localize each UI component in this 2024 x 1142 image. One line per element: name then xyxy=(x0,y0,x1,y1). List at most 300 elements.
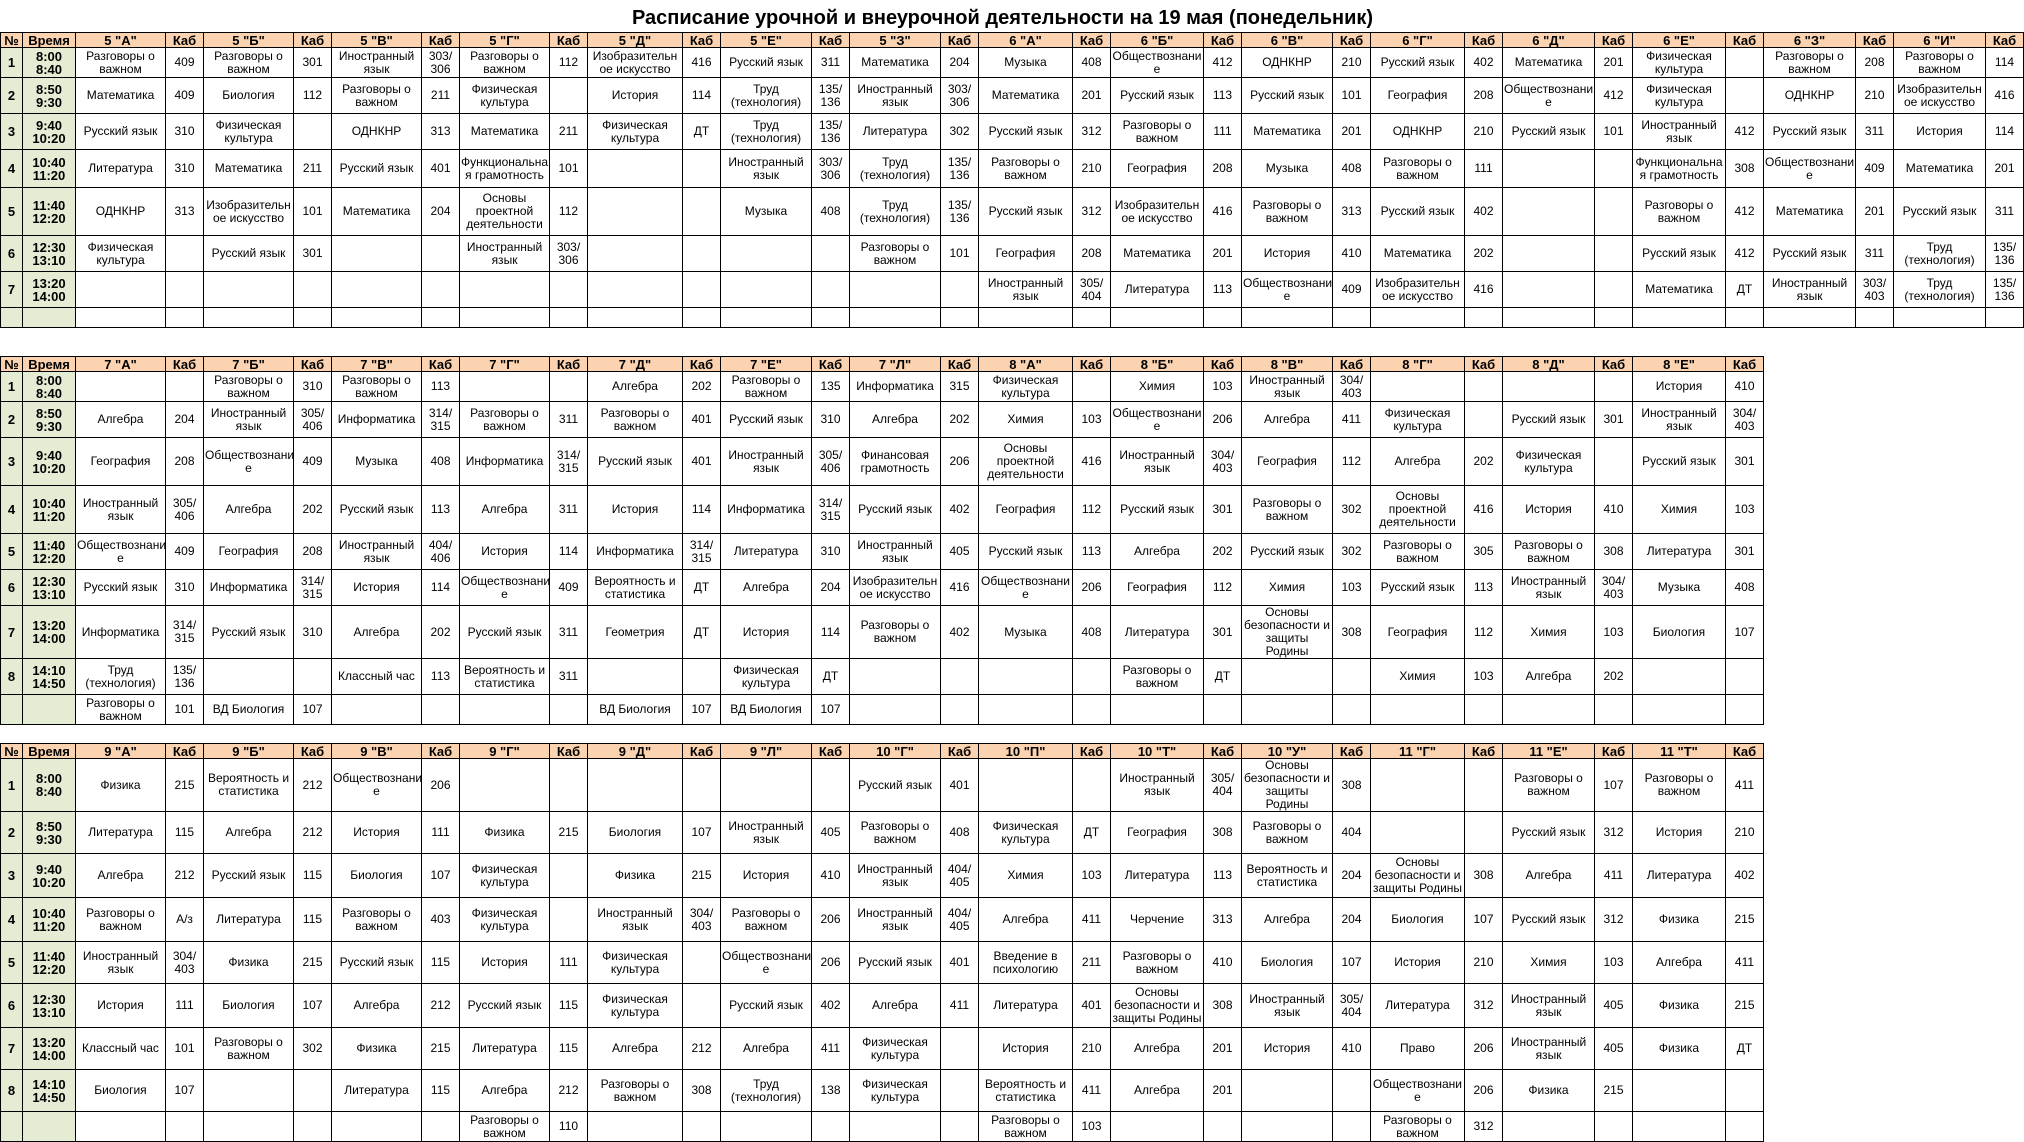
room-cell: 311 xyxy=(812,48,850,78)
subject-cell: Физическая культура xyxy=(979,812,1073,854)
subject-cell: Биология xyxy=(588,812,683,854)
lesson-row xyxy=(1,984,1764,1028)
room-cell: 107 xyxy=(1465,898,1503,942)
room-cell xyxy=(1595,438,1633,486)
subject-cell: Разговоры о важном xyxy=(204,372,294,402)
room-cell: 103 xyxy=(1726,486,1764,534)
subject-cell xyxy=(204,659,294,695)
room-cell: 111 xyxy=(1465,150,1503,188)
room-header: Каб xyxy=(1333,33,1371,48)
room-cell: 113 xyxy=(422,372,460,402)
room-header: Каб xyxy=(1595,744,1633,759)
subject-cell: Алгебра xyxy=(721,1028,812,1070)
time-header: Время xyxy=(23,744,76,759)
room-cell: 302 xyxy=(294,1028,332,1070)
room-cell: 312 xyxy=(1073,188,1111,236)
room-header: Каб xyxy=(1204,744,1242,759)
room-cell: 112 xyxy=(1073,486,1111,534)
subject-cell xyxy=(588,308,683,328)
subject-cell: Музыка xyxy=(721,188,812,236)
room-cell xyxy=(1726,308,1764,328)
room-cell: 204 xyxy=(1333,854,1371,898)
room-cell: 115 xyxy=(422,1070,460,1112)
subject-cell xyxy=(1503,272,1595,308)
room-cell: 215 xyxy=(683,854,721,898)
class-header: 11 "Е" xyxy=(1503,744,1595,759)
subject-cell: Алгебра xyxy=(1242,402,1333,438)
room-cell: 202 xyxy=(1465,236,1503,272)
room-cell: 114 xyxy=(550,534,588,570)
subject-cell: Черчение xyxy=(1111,898,1204,942)
subject-cell: ВД Биология xyxy=(204,695,294,725)
room-cell: 211 xyxy=(422,78,460,114)
room-cell: 311 xyxy=(550,606,588,659)
room-cell: 202 xyxy=(294,486,332,534)
subject-cell: Русский язык xyxy=(1111,486,1204,534)
room-header: Каб xyxy=(1204,357,1242,372)
room-cell: 416 xyxy=(683,48,721,78)
subject-cell: Физическая культура xyxy=(850,1028,941,1070)
subject-cell: Информатика xyxy=(721,486,812,534)
room-cell: 410 xyxy=(1333,236,1371,272)
subject-cell xyxy=(588,150,683,188)
subject-cell: Химия xyxy=(1242,570,1333,606)
room-cell: 206 xyxy=(1073,570,1111,606)
subject-cell: Разговоры о важном xyxy=(1764,48,1856,78)
subject-cell xyxy=(1371,695,1465,725)
room-header: Каб xyxy=(1073,357,1111,372)
room-cell: 114 xyxy=(683,486,721,534)
subject-cell xyxy=(76,272,166,308)
room-cell: 416 xyxy=(1073,438,1111,486)
subject-cell: История xyxy=(1894,114,1986,150)
subject-cell: Разговоры о важном xyxy=(76,898,166,942)
subject-cell: Разговоры о важном xyxy=(1633,188,1726,236)
subject-cell: Иностранный язык xyxy=(850,78,941,114)
room-cell: 208 xyxy=(1073,236,1111,272)
room-cell: 107 xyxy=(294,984,332,1028)
subject-cell: Биология xyxy=(76,1070,166,1112)
subject-cell: История xyxy=(1371,942,1465,984)
lesson-number: 3 xyxy=(1,854,23,898)
room-cell: 410 xyxy=(812,854,850,898)
room-header: Каб xyxy=(1333,744,1371,759)
room-cell: 115 xyxy=(550,984,588,1028)
page-title: Расписание урочной и внеурочной деятельности на 19 мая (понедельник) xyxy=(631,7,1374,29)
subject-cell: Математика xyxy=(979,78,1073,114)
room-cell: 215 xyxy=(422,1028,460,1070)
class-header: 5 "Б" xyxy=(204,33,294,48)
room-cell: 401 xyxy=(683,438,721,486)
subject-cell: Основы проектной деятельности xyxy=(979,438,1073,486)
room-cell: 312 xyxy=(1595,898,1633,942)
subject-cell: География xyxy=(979,236,1073,272)
room-cell: 402 xyxy=(812,984,850,1028)
room-cell: 410 xyxy=(1204,942,1242,984)
room-header: Каб xyxy=(1073,744,1111,759)
subject-cell xyxy=(460,695,550,725)
room-cell: 112 xyxy=(1204,570,1242,606)
room-cell xyxy=(166,372,204,402)
subject-cell: География xyxy=(76,438,166,486)
room-cell: 135 xyxy=(812,372,850,402)
subject-cell xyxy=(76,308,166,328)
subject-cell xyxy=(332,308,422,328)
room-cell: 314/ 315 xyxy=(294,570,332,606)
subject-cell: Биология xyxy=(204,984,294,1028)
room-cell xyxy=(422,272,460,308)
room-cell: 206 xyxy=(812,898,850,942)
class-header: 6 "Д" xyxy=(1503,33,1595,48)
subject-cell: Изобразительн ое искусство xyxy=(204,188,294,236)
room-cell xyxy=(550,854,588,898)
room-cell: 103 xyxy=(1204,372,1242,402)
room-cell: 101 xyxy=(941,236,979,272)
subject-cell: География xyxy=(204,534,294,570)
subject-cell xyxy=(332,236,422,272)
room-header: Каб xyxy=(1204,33,1242,48)
subject-cell xyxy=(1894,308,1986,328)
subject-cell: Обществознани е xyxy=(76,534,166,570)
subject-cell: Русский язык xyxy=(332,942,422,984)
header-row xyxy=(1,33,2024,48)
subject-cell: История xyxy=(1242,1028,1333,1070)
lesson-number-header: № xyxy=(1,357,23,372)
room-cell: 112 xyxy=(294,78,332,114)
room-cell: 215 xyxy=(550,812,588,854)
room-cell: 135/ 136 xyxy=(166,659,204,695)
subject-cell: История xyxy=(1633,812,1726,854)
room-cell: 311 xyxy=(550,402,588,438)
subject-cell: Разговоры о важном xyxy=(850,812,941,854)
subject-cell: Алгебра xyxy=(721,570,812,606)
subject-cell xyxy=(588,759,683,812)
room-cell xyxy=(941,659,979,695)
room-cell: 111 xyxy=(550,942,588,984)
lesson-number: 2 xyxy=(1,812,23,854)
room-cell: 310 xyxy=(812,402,850,438)
room-cell xyxy=(294,1112,332,1142)
subject-cell xyxy=(460,759,550,812)
lesson-row xyxy=(1,150,2024,188)
subject-cell: Изобразительн ое искусство xyxy=(588,48,683,78)
subject-cell xyxy=(1242,695,1333,725)
room-cell: 402 xyxy=(1726,854,1764,898)
class-header: 7 "Е" xyxy=(721,357,812,372)
subject-cell: Иностранный язык xyxy=(1242,372,1333,402)
subject-cell: География xyxy=(1111,150,1204,188)
room-header: Каб xyxy=(1726,33,1764,48)
subject-cell: Иностранный язык xyxy=(1503,1028,1595,1070)
lesson-number: 4 xyxy=(1,898,23,942)
room-cell: 206 xyxy=(812,942,850,984)
subject-cell: Разговоры о важном xyxy=(332,372,422,402)
room-cell: 201 xyxy=(1204,1070,1242,1112)
room-cell xyxy=(550,898,588,942)
subject-cell: Алгебра xyxy=(1633,942,1726,984)
class-header: 7 "Г" xyxy=(460,357,550,372)
lesson-time: 14:10 14:50 xyxy=(23,659,76,695)
lesson-number: 6 xyxy=(1,236,23,272)
subject-cell: Русский язык xyxy=(1242,78,1333,114)
room-header: Каб xyxy=(294,744,332,759)
subject-cell: Иностранный язык xyxy=(1633,402,1726,438)
subject-cell: Информатика xyxy=(460,438,550,486)
subject-cell: География xyxy=(1111,570,1204,606)
subject-cell: Математика xyxy=(204,150,294,188)
class-header: 9 "Б" xyxy=(204,744,294,759)
room-cell xyxy=(550,372,588,402)
subject-cell: История xyxy=(1633,372,1726,402)
subject-cell: Музыка xyxy=(1633,570,1726,606)
subject-cell: Классный час xyxy=(76,1028,166,1070)
subject-cell: Иностранный язык xyxy=(1242,984,1333,1028)
subject-cell: Химия xyxy=(1503,606,1595,659)
room-cell: 303/ 306 xyxy=(941,78,979,114)
room-cell xyxy=(812,272,850,308)
room-cell xyxy=(683,759,721,812)
room-cell: 409 xyxy=(1333,272,1371,308)
subject-cell xyxy=(1633,659,1726,695)
room-cell xyxy=(683,1112,721,1142)
subject-cell: Разговоры о важном xyxy=(76,48,166,78)
subject-cell: Биология xyxy=(332,854,422,898)
room-cell: 411 xyxy=(1726,942,1764,984)
subject-cell: Информатика xyxy=(76,606,166,659)
room-cell: А/з xyxy=(166,898,204,942)
room-header: Каб xyxy=(294,357,332,372)
subject-cell: Алгебра xyxy=(204,486,294,534)
subject-cell: Иностранный язык xyxy=(850,898,941,942)
room-cell: 305/ 406 xyxy=(812,438,850,486)
room-cell: 311 xyxy=(1986,188,2024,236)
lesson-row xyxy=(1,534,1764,570)
class-header: 5 "В" xyxy=(332,33,422,48)
room-cell xyxy=(294,1070,332,1112)
lesson-time: 11:40 12:20 xyxy=(23,534,76,570)
subject-cell: Иностранный язык xyxy=(460,236,550,272)
room-cell: 107 xyxy=(683,695,721,725)
subject-cell: Разговоры о важном xyxy=(1111,114,1204,150)
subject-cell: Информатика xyxy=(204,570,294,606)
subject-cell xyxy=(979,659,1073,695)
lesson-time: 8:00 8:40 xyxy=(23,372,76,402)
subject-cell xyxy=(1633,1070,1726,1112)
subject-cell xyxy=(1503,308,1595,328)
room-cell: 310 xyxy=(166,150,204,188)
subject-cell: Функциональна я грамотность xyxy=(1633,150,1726,188)
subject-cell: Алгебра xyxy=(1242,898,1333,942)
subject-cell: Основы безопасности и защиты Родины xyxy=(1111,984,1204,1028)
subject-cell: Информатика xyxy=(588,534,683,570)
subject-cell: ОДНКНР xyxy=(1242,48,1333,78)
subject-cell xyxy=(332,272,422,308)
subject-cell: ОДНКНР xyxy=(1764,78,1856,114)
room-header: Каб xyxy=(166,357,204,372)
subject-cell: Алгебра xyxy=(979,898,1073,942)
subject-cell: Русский язык xyxy=(332,486,422,534)
subject-cell xyxy=(1371,812,1465,854)
room-cell xyxy=(1595,1112,1633,1142)
room-cell xyxy=(1073,759,1111,812)
room-cell: 308 xyxy=(1333,606,1371,659)
class-header: 5 "А" xyxy=(76,33,166,48)
room-cell: 210 xyxy=(1856,78,1894,114)
subject-cell xyxy=(588,236,683,272)
room-cell: 201 xyxy=(1333,114,1371,150)
class-header: 10 "Г" xyxy=(850,744,941,759)
room-cell xyxy=(1204,1112,1242,1142)
subject-cell: Физика xyxy=(1633,984,1726,1028)
subject-cell: Разговоры о важном xyxy=(76,695,166,725)
room-cell: 107 xyxy=(1726,606,1764,659)
room-cell xyxy=(1204,308,1242,328)
room-cell xyxy=(422,308,460,328)
room-cell xyxy=(166,236,204,272)
lesson-number: 4 xyxy=(1,150,23,188)
room-cell: 302 xyxy=(1333,534,1371,570)
subject-cell: Русский язык xyxy=(1371,570,1465,606)
class-header: 7 "Л" xyxy=(850,357,941,372)
subject-cell: Разговоры о важном xyxy=(1111,942,1204,984)
subject-cell: Разговоры о важном xyxy=(1371,1112,1465,1142)
room-cell: 402 xyxy=(941,486,979,534)
subject-cell xyxy=(1503,1112,1595,1142)
subject-cell: Алгебра xyxy=(332,984,422,1028)
room-cell: 204 xyxy=(941,48,979,78)
room-header: Каб xyxy=(422,357,460,372)
subject-cell: Вероятность и статистика xyxy=(1242,854,1333,898)
lesson-number: 8 xyxy=(1,659,23,695)
header-row xyxy=(1,744,1764,759)
subject-cell: Алгебра xyxy=(332,606,422,659)
lesson-time: 11:40 12:20 xyxy=(23,188,76,236)
subject-cell xyxy=(721,1112,812,1142)
subject-cell: География xyxy=(979,486,1073,534)
subject-cell xyxy=(460,372,550,402)
subject-cell: Математика xyxy=(1371,236,1465,272)
subject-cell: Обществознани е xyxy=(1242,272,1333,308)
room-cell: 312 xyxy=(1073,114,1111,150)
subject-cell: Русский язык xyxy=(76,570,166,606)
room-cell: 201 xyxy=(1204,1028,1242,1070)
class-header: 7 "А" xyxy=(76,357,166,372)
room-cell: 308 xyxy=(1204,812,1242,854)
room-cell: 401 xyxy=(422,150,460,188)
lesson-time: 8:50 9:30 xyxy=(23,402,76,438)
room-cell: 206 xyxy=(1465,1070,1503,1112)
room-cell xyxy=(1465,372,1503,402)
room-cell: 310 xyxy=(166,114,204,150)
subject-cell: История xyxy=(460,534,550,570)
room-cell xyxy=(422,236,460,272)
room-cell xyxy=(683,188,721,236)
class-header: 5 "Д" xyxy=(588,33,683,48)
subject-cell: Музыка xyxy=(979,48,1073,78)
room-cell: 410 xyxy=(1333,1028,1371,1070)
subject-cell: Литература xyxy=(1111,606,1204,659)
subject-cell xyxy=(76,372,166,402)
subject-cell xyxy=(1633,695,1726,725)
class-header: 9 "А" xyxy=(76,744,166,759)
subject-cell: Физика xyxy=(204,942,294,984)
lesson-number xyxy=(1,695,23,725)
room-cell: 411 xyxy=(1726,759,1764,812)
room-cell: 204 xyxy=(812,570,850,606)
room-cell: 107 xyxy=(1595,759,1633,812)
subject-cell: География xyxy=(1111,812,1204,854)
lesson-time: 9:40 10:20 xyxy=(23,854,76,898)
room-cell: 201 xyxy=(1856,188,1894,236)
subject-cell: Алгебра xyxy=(1111,1028,1204,1070)
room-cell xyxy=(294,272,332,308)
room-cell: 410 xyxy=(1726,372,1764,402)
room-cell: 311 xyxy=(550,486,588,534)
subject-cell: Труд (технология) xyxy=(76,659,166,695)
subject-cell xyxy=(204,1112,294,1142)
subject-cell: Русский язык xyxy=(1764,236,1856,272)
room-cell: 408 xyxy=(812,188,850,236)
class-header: 8 "Б" xyxy=(1111,357,1204,372)
room-cell: 312 xyxy=(1595,812,1633,854)
room-cell: 411 xyxy=(1333,402,1371,438)
room-cell: 206 xyxy=(1204,402,1242,438)
room-cell xyxy=(1726,659,1764,695)
room-cell: 314/ 315 xyxy=(550,438,588,486)
subject-cell: Алгебра xyxy=(588,372,683,402)
lesson-time: 8:00 8:40 xyxy=(23,48,76,78)
room-cell: 301 xyxy=(294,48,332,78)
room-cell: 115 xyxy=(422,942,460,984)
room-cell xyxy=(1204,695,1242,725)
subject-cell: Физика xyxy=(460,812,550,854)
room-cell: 202 xyxy=(422,606,460,659)
lesson-time: 8:50 9:30 xyxy=(23,78,76,114)
room-cell: 215 xyxy=(166,759,204,812)
lesson-row xyxy=(1,78,2024,114)
room-cell: 112 xyxy=(1333,438,1371,486)
subject-cell: ОДНКНР xyxy=(332,114,422,150)
room-cell: 412 xyxy=(1726,114,1764,150)
room-cell: 201 xyxy=(1073,78,1111,114)
room-cell: 210 xyxy=(1073,150,1111,188)
subject-cell: Вероятность и статистика xyxy=(588,570,683,606)
room-cell: ДТ xyxy=(683,570,721,606)
room-cell xyxy=(1465,759,1503,812)
room-cell: 210 xyxy=(1465,942,1503,984)
room-cell: 301 xyxy=(294,236,332,272)
subject-cell: Русский язык xyxy=(850,759,941,812)
subject-cell: Физика xyxy=(1633,1028,1726,1070)
room-cell: 301 xyxy=(1595,402,1633,438)
room-cell xyxy=(1465,402,1503,438)
room-cell xyxy=(1726,695,1764,725)
subject-cell: Русский язык xyxy=(588,438,683,486)
room-cell: 202 xyxy=(1595,659,1633,695)
subject-cell: Алгебра xyxy=(76,402,166,438)
room-cell: 412 xyxy=(1726,188,1764,236)
subject-cell: Обществознани е xyxy=(1371,1070,1465,1112)
room-cell: 212 xyxy=(683,1028,721,1070)
subject-cell xyxy=(588,272,683,308)
subject-cell: Иностранный язык xyxy=(1633,114,1726,150)
subject-cell: Иностранный язык xyxy=(76,942,166,984)
subject-cell: Обществознани е xyxy=(721,942,812,984)
room-cell: 404/ 405 xyxy=(941,854,979,898)
room-cell xyxy=(1726,1112,1764,1142)
room-cell: 204 xyxy=(166,402,204,438)
room-header: Каб xyxy=(422,744,460,759)
